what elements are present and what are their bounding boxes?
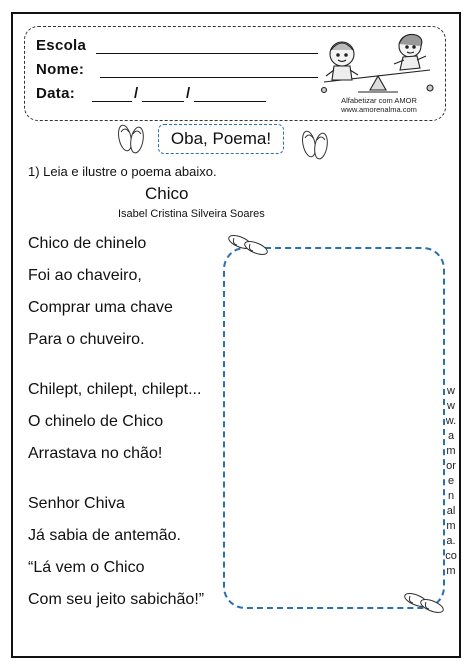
verse-line: Com seu jeito sabichão!” <box>28 591 205 608</box>
instruction-text: 1) Leia e ilustre o poema abaixo. <box>28 164 217 179</box>
poem-author: Isabel Cristina Silveira Soares <box>118 208 265 220</box>
name-label: Nome: <box>36 61 85 78</box>
date-separator-2: / <box>186 85 191 102</box>
site-caption <box>320 96 438 114</box>
verse-line: Já sabia de antemão. <box>28 527 181 544</box>
poem-title: Chico <box>145 184 189 203</box>
name-field[interactable] <box>100 77 318 78</box>
verse-line: “Lá vem o Chico <box>28 559 145 576</box>
verse-line: Para o chuveiro. <box>28 331 145 348</box>
verse-line: Comprar uma chave <box>28 299 173 316</box>
kids-seesaw-illustration <box>318 30 440 96</box>
caption-line-2: www.amorenalma.com <box>341 105 417 114</box>
school-field[interactable] <box>96 53 318 54</box>
sandals-icon <box>226 230 272 260</box>
illustration-area[interactable] <box>223 247 445 609</box>
caption-line-1: Alfabetizar com AMOR <box>341 96 417 105</box>
date-month-field[interactable] <box>142 101 184 102</box>
verse-line: Chilept, chilept, chilept... <box>28 381 202 398</box>
verse-line: Foi ao chaveiro, <box>28 267 142 284</box>
sandals-icon <box>402 588 448 618</box>
school-label: Escola <box>36 37 87 54</box>
date-day-field[interactable] <box>92 101 132 102</box>
verse-line: Senhor Chiva <box>28 495 125 512</box>
sandals-icon <box>300 128 330 162</box>
date-separator-1: / <box>134 85 139 102</box>
verse-line: O chinelo de Chico <box>28 413 164 430</box>
date-year-field[interactable] <box>194 101 266 102</box>
verse-line: Chico de chinelo <box>28 235 147 252</box>
sandals-icon <box>116 122 146 156</box>
worksheet-title: Oba, Poema! <box>158 124 284 154</box>
date-label: Data: <box>36 85 76 102</box>
verse-line: Arrastava no chão! <box>28 445 163 462</box>
side-watermark: www.amorenalma.com <box>445 385 457 577</box>
